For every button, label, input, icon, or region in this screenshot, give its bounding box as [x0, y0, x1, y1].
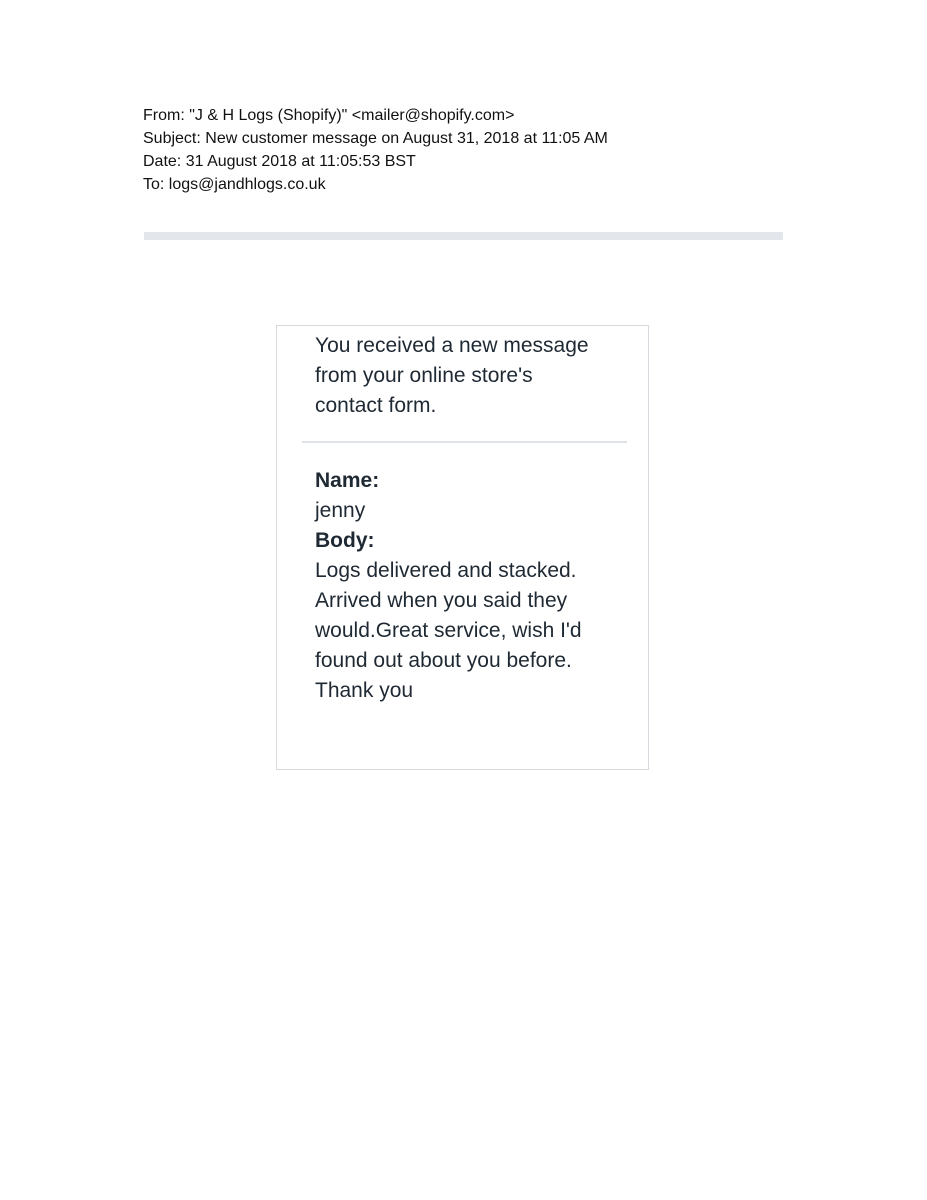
body-label: Body:	[315, 529, 375, 552]
intro-text	[315, 331, 625, 421]
intro-line: from your online store's	[315, 364, 533, 387]
body-line: Logs delivered and stacked.	[315, 559, 577, 582]
body-line: Arrived when you said they	[315, 589, 568, 612]
subject-row	[143, 127, 608, 150]
to-row	[143, 173, 608, 196]
date-row	[143, 150, 608, 173]
message-card	[276, 325, 649, 770]
email-header	[143, 104, 608, 196]
subject-value: New customer message on August 31, 2018 at 11:05 AM	[205, 130, 608, 147]
name-label: Name:	[315, 469, 380, 492]
from-value: "J & H Logs (Shopify)" <mailer@shopify.com>	[189, 107, 515, 124]
to-label: To:	[143, 176, 165, 193]
subject-label: Subject:	[143, 130, 201, 147]
intro-line: You received a new message	[315, 334, 589, 357]
message-fields	[315, 466, 635, 706]
from-label: From:	[143, 107, 185, 124]
intro-line: contact form.	[315, 394, 437, 417]
body-line: Thank you	[315, 679, 414, 702]
date-label: Date:	[143, 153, 182, 170]
body-line: would.Great service, wish I'd	[315, 619, 582, 642]
card-divider	[302, 441, 627, 443]
from-row	[143, 104, 608, 127]
body-line: found out about you before.	[315, 649, 572, 672]
header-divider	[144, 232, 783, 240]
to-value: logs@jandhlogs.co.uk	[168, 176, 326, 193]
name-value: jenny	[315, 499, 366, 522]
date-value: 31 August 2018 at 11:05:53 BST	[185, 153, 416, 170]
